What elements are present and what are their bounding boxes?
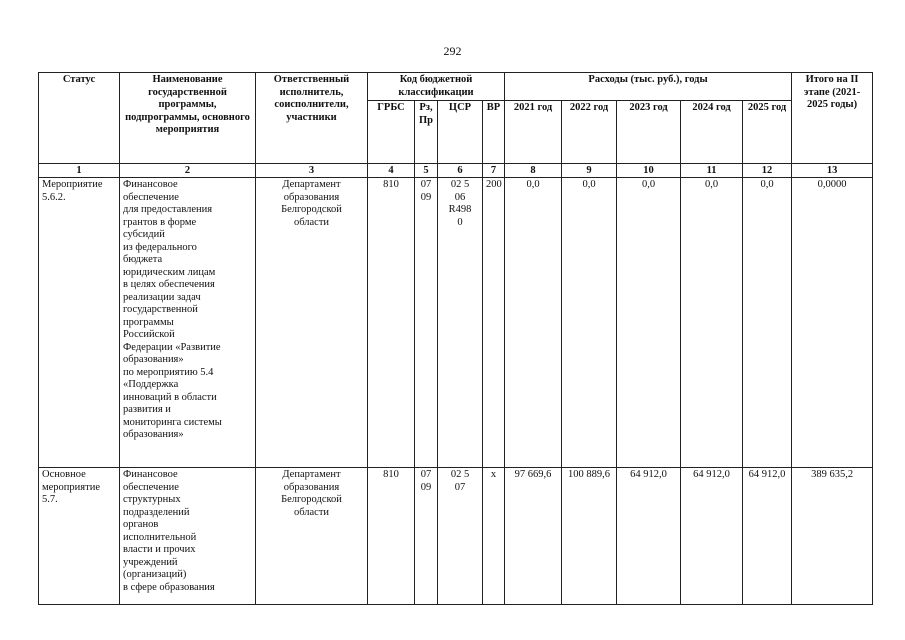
row-2021: 97 669,6 [505,468,562,605]
header-2022: 2022 год [562,101,617,164]
row-rz-pr: 07 09 [415,468,438,605]
header-2023: 2023 год [617,101,681,164]
page-number: 292 [443,44,462,58]
row-grbs: 810 [368,468,415,605]
column-number-row [39,164,873,178]
row-name: Финансовое обеспечение структурных подразделений органов исполнительной власти и прочих учреждений (организаций) в сфере образования [120,468,256,605]
column-number: 8 [505,164,562,178]
column-number: 1 [39,164,120,178]
column-number: 2 [120,164,256,178]
header-expenses: Расходы (тыс. руб.), годы [505,73,792,101]
row-csr: 02 5 06 R498 0 [438,178,483,468]
row-2022: 100 889,6 [562,468,617,605]
header-2025: 2025 год [743,101,792,164]
column-number: 3 [256,164,368,178]
header-2024: 2024 год [681,101,743,164]
column-number: 4 [368,164,415,178]
column-number: 7 [483,164,505,178]
row-total: 0,0000 [792,178,873,468]
row-2025: 64 912,0 [743,468,792,605]
header-executor: Ответственный исполнитель, соисполнители, участники [256,73,368,164]
row-2025: 0,0 [743,178,792,468]
table-row [39,178,873,468]
header-csr: ЦСР [438,101,483,164]
row-total: 389 635,2 [792,468,873,605]
column-number: 10 [617,164,681,178]
row-vr: 200 [483,178,505,468]
column-number: 5 [415,164,438,178]
header-budget-code: Код бюджетной классификации [368,73,505,101]
table-row [39,468,873,605]
column-number: 12 [743,164,792,178]
row-executor: Департамент образования Белгородской области [256,178,368,468]
header-total: Итого на II этапе (2021-2025 годы) [792,73,873,164]
row-grbs: 810 [368,178,415,468]
row-2023: 64 912,0 [617,468,681,605]
row-executor: Департамент образования Белгородской области [256,468,368,605]
header-name: Наименование государственной программы, подпрограммы, основного мероприятия [120,73,256,164]
row-status: Основное мероприятие 5.7. [39,468,120,605]
row-vr: х [483,468,505,605]
row-status: Мероприятие 5.6.2. [39,178,120,468]
header-2021: 2021 год [505,101,562,164]
row-name: Финансовое обеспечение для предоставления грантов в форме субсидий из федерального бюджета юридическим лицам в целях обеспечения реализации задач государственной программы Российской Федерации «Развитие образования» по мероприятию 5.4 «Поддержка инноваций в области развития и мониторинга системы образования» [120,178,256,468]
header-grbs: ГРБС [368,101,415,164]
column-number: 11 [681,164,743,178]
row-csr: 02 5 07 [438,468,483,605]
row-2021: 0,0 [505,178,562,468]
header-vr: ВР [483,101,505,164]
column-number: 9 [562,164,617,178]
row-2023: 0,0 [617,178,681,468]
row-2024: 64 912,0 [681,468,743,605]
column-number: 13 [792,164,873,178]
header-status: Статус [39,73,120,164]
header-row-top [39,73,873,101]
column-number: 6 [438,164,483,178]
header-rz-pr: Рз, Пр [415,101,438,164]
row-rz-pr: 07 09 [415,178,438,468]
budget-table [38,72,873,605]
row-2024: 0,0 [681,178,743,468]
row-2022: 0,0 [562,178,617,468]
